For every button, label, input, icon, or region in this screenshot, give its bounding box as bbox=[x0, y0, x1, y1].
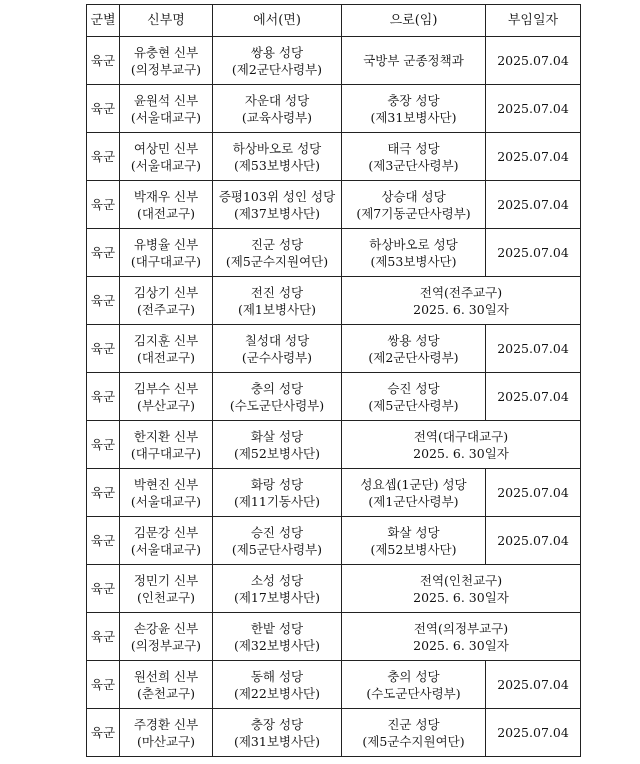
from-unit: (제31보병사단) bbox=[233, 733, 321, 749]
to-parish: 진군 성당 bbox=[387, 716, 440, 732]
priest-name: 정민기 신부 bbox=[133, 572, 199, 588]
to-cell bbox=[342, 661, 486, 709]
priest-cell bbox=[120, 373, 213, 421]
date-cell: 2025.07.04 bbox=[486, 373, 581, 421]
from-parish: 충의 성당 bbox=[250, 380, 304, 396]
discharge-date: 2025. 6. 30일자 bbox=[413, 589, 509, 605]
from-parish: 승진 성당 bbox=[250, 524, 304, 540]
priest-name: 주경환 신부 bbox=[133, 716, 199, 732]
priest-diocese: (서울대교구) bbox=[130, 493, 202, 509]
to-parish: 화살 성당 bbox=[387, 524, 440, 540]
branch-cell: 육군 bbox=[87, 613, 120, 661]
to-parish: 성요셉(1군단) 성당 bbox=[360, 476, 467, 492]
table-row bbox=[87, 277, 581, 325]
to-parish: 충의 성당 bbox=[387, 668, 440, 684]
priest-cell bbox=[120, 709, 213, 757]
to-parish: 태극 성당 bbox=[387, 140, 440, 156]
priest-diocese: (전주교구) bbox=[136, 301, 196, 317]
to-parish: 쌍용 성당 bbox=[387, 332, 440, 348]
branch-cell: 육군 bbox=[87, 85, 120, 133]
from-parish: 화랑 성당 bbox=[250, 476, 304, 492]
priest-cell bbox=[120, 613, 213, 661]
priest-diocese: (서울대교구) bbox=[130, 541, 202, 557]
priest-name: 김지훈 신부 bbox=[133, 332, 199, 348]
table-row bbox=[87, 325, 581, 373]
table-row bbox=[87, 373, 581, 421]
from-unit: (군수사령부) bbox=[241, 349, 313, 365]
date-cell: 2025.07.04 bbox=[486, 133, 581, 181]
branch-cell: 육군 bbox=[87, 373, 120, 421]
priest-cell bbox=[120, 469, 213, 517]
discharge-label: 전역(전주교구) bbox=[419, 284, 503, 300]
from-cell bbox=[213, 229, 342, 277]
header-branch: 군별 bbox=[87, 5, 120, 37]
priest-cell bbox=[120, 85, 213, 133]
to-cell bbox=[342, 709, 486, 757]
from-cell bbox=[213, 277, 342, 325]
table-header bbox=[87, 5, 581, 37]
to-unit: (제7기동군단사령부) bbox=[356, 205, 471, 221]
from-unit: (제11기동사단) bbox=[233, 493, 321, 509]
header-to: 으로(임) bbox=[342, 5, 486, 37]
priest-diocese: (춘천교구) bbox=[136, 685, 196, 701]
table-row bbox=[87, 133, 581, 181]
to-cell bbox=[342, 37, 486, 85]
table-row bbox=[87, 709, 581, 757]
priest-diocese: (서울대교구) bbox=[130, 109, 202, 125]
date-cell: 2025.07.04 bbox=[486, 709, 581, 757]
priest-name: 박현진 신부 bbox=[133, 476, 199, 492]
to-unit: (제2군단사령부) bbox=[368, 349, 459, 365]
branch-cell: 육군 bbox=[87, 421, 120, 469]
discharge-label: 전역(의정부교구) bbox=[413, 620, 509, 636]
table-row bbox=[87, 181, 581, 229]
from-unit: (제2군단사령부) bbox=[231, 61, 323, 77]
header-priest: 신부명 bbox=[120, 5, 213, 37]
to-unit: (제3군단사령부) bbox=[368, 157, 459, 173]
to-cell bbox=[342, 229, 486, 277]
to-parish: 승진 성당 bbox=[387, 380, 440, 396]
date-cell: 2025.07.04 bbox=[486, 37, 581, 85]
priest-name: 원선희 신부 bbox=[133, 668, 199, 684]
discharge-date: 2025. 6. 30일자 bbox=[413, 637, 509, 653]
branch-cell: 육군 bbox=[87, 709, 120, 757]
from-parish: 쌍용 성당 bbox=[250, 44, 304, 60]
from-cell bbox=[213, 37, 342, 85]
discharge-date: 2025. 6. 30일자 bbox=[413, 445, 509, 461]
date-cell: 2025.07.04 bbox=[486, 181, 581, 229]
date-cell: 2025.07.04 bbox=[486, 325, 581, 373]
priest-name: 김상기 신부 bbox=[133, 284, 199, 300]
from-cell bbox=[213, 661, 342, 709]
from-parish: 칠성대 성당 bbox=[244, 332, 310, 348]
priest-diocese: (의정부교구) bbox=[130, 637, 202, 653]
from-unit: (제1보병사단) bbox=[237, 301, 317, 317]
date-cell: 2025.07.04 bbox=[486, 85, 581, 133]
from-parish: 화살 성당 bbox=[250, 428, 304, 444]
from-cell bbox=[213, 181, 342, 229]
from-unit: (제5군단사령부) bbox=[231, 541, 323, 557]
to-cell bbox=[342, 133, 486, 181]
priest-cell bbox=[120, 181, 213, 229]
from-unit: (제53보병사단) bbox=[233, 157, 321, 173]
to-unit: (수도군단사령부) bbox=[366, 685, 461, 701]
from-parish: 한밭 성당 bbox=[250, 620, 304, 636]
priest-name: 김부수 신부 bbox=[133, 380, 199, 396]
table-row bbox=[87, 517, 581, 565]
from-cell bbox=[213, 517, 342, 565]
table-row bbox=[87, 229, 581, 277]
priest-diocese: (대구대교구) bbox=[130, 253, 202, 269]
to-parish: 상승대 성당 bbox=[381, 188, 446, 204]
priest-diocese: (대구대교구) bbox=[130, 445, 202, 461]
from-unit: (교육사령부) bbox=[241, 109, 313, 125]
discharge-label: 전역(대구대교구) bbox=[413, 428, 509, 444]
discharge-cell bbox=[342, 565, 581, 613]
date-cell: 2025.07.04 bbox=[486, 469, 581, 517]
priest-cell bbox=[120, 325, 213, 373]
branch-cell: 육군 bbox=[87, 181, 120, 229]
priest-diocese: (의정부교구) bbox=[130, 61, 202, 77]
to-cell bbox=[342, 469, 486, 517]
date-cell: 2025.07.04 bbox=[486, 661, 581, 709]
discharge-cell bbox=[342, 421, 581, 469]
to-cell bbox=[342, 373, 486, 421]
branch-cell: 육군 bbox=[87, 469, 120, 517]
from-parish: 자운대 성당 bbox=[244, 92, 310, 108]
from-unit: (제52보병사단) bbox=[233, 445, 321, 461]
date-cell: 2025.07.04 bbox=[486, 229, 581, 277]
to-unit: (제53보병사단) bbox=[370, 253, 457, 269]
from-parish: 충장 성당 bbox=[250, 716, 304, 732]
branch-cell: 육군 bbox=[87, 517, 120, 565]
priest-cell bbox=[120, 133, 213, 181]
from-cell bbox=[213, 565, 342, 613]
to-cell bbox=[342, 325, 486, 373]
from-unit: (제32보병사단) bbox=[233, 637, 321, 653]
priest-cell bbox=[120, 565, 213, 613]
from-unit: (제5군수지원여단) bbox=[225, 253, 329, 269]
to-cell bbox=[342, 181, 486, 229]
priest-cell bbox=[120, 229, 213, 277]
priest-diocese: (인천교구) bbox=[136, 589, 196, 605]
discharge-cell bbox=[342, 277, 581, 325]
priest-diocese: (서울대교구) bbox=[130, 157, 202, 173]
from-unit: (제22보병사단) bbox=[233, 685, 321, 701]
branch-cell: 육군 bbox=[87, 37, 120, 85]
header-row bbox=[87, 5, 581, 37]
priest-diocese: (부산교구) bbox=[136, 397, 196, 413]
table-row bbox=[87, 565, 581, 613]
to-parish: 하상바오로 성당 bbox=[369, 236, 458, 252]
table-row bbox=[87, 469, 581, 517]
table-body bbox=[87, 37, 581, 757]
priest-diocese: (마산교구) bbox=[136, 733, 196, 749]
to-unit: (제1군단사령부) bbox=[368, 493, 459, 509]
branch-cell: 육군 bbox=[87, 661, 120, 709]
priest-cell bbox=[120, 277, 213, 325]
branch-cell: 육군 bbox=[87, 325, 120, 373]
from-parish: 동해 성당 bbox=[250, 668, 304, 684]
header-from: 에서(면) bbox=[213, 5, 342, 37]
from-parish: 소성 성당 bbox=[250, 572, 304, 588]
date-cell: 2025.07.04 bbox=[486, 517, 581, 565]
priest-name: 여상민 신부 bbox=[133, 140, 199, 156]
to-cell bbox=[342, 517, 486, 565]
from-unit: (제37보병사단) bbox=[233, 205, 321, 221]
priest-name: 유병율 신부 bbox=[133, 236, 199, 252]
priest-cell bbox=[120, 37, 213, 85]
to-unit: (제5군단사령부) bbox=[368, 397, 459, 413]
branch-cell: 육군 bbox=[87, 133, 120, 181]
from-parish: 전진 성당 bbox=[250, 284, 304, 300]
to-unit: (제5군수지원여단) bbox=[362, 733, 465, 749]
from-cell bbox=[213, 133, 342, 181]
priest-cell bbox=[120, 421, 213, 469]
discharge-label: 전역(인천교구) bbox=[419, 572, 503, 588]
from-cell bbox=[213, 85, 342, 133]
to-cell bbox=[342, 85, 486, 133]
from-cell bbox=[213, 709, 342, 757]
discharge-cell bbox=[342, 613, 581, 661]
from-cell bbox=[213, 469, 342, 517]
priest-name: 손강윤 신부 bbox=[133, 620, 199, 636]
priest-name: 박재우 신부 bbox=[133, 188, 199, 204]
from-parish: 진군 성당 bbox=[250, 236, 304, 252]
to-unit: (제31보병사단) bbox=[370, 109, 457, 125]
table-row bbox=[87, 85, 581, 133]
to-parish: 국방부 군종정책과 bbox=[363, 53, 464, 68]
table-row bbox=[87, 613, 581, 661]
priest-name: 유충현 신부 bbox=[133, 44, 199, 60]
to-unit: (제52보병사단) bbox=[370, 541, 457, 557]
priest-name: 김문강 신부 bbox=[133, 524, 199, 540]
table-row bbox=[87, 421, 581, 469]
priest-cell bbox=[120, 517, 213, 565]
branch-cell: 육군 bbox=[87, 277, 120, 325]
header-date: 부임일자 bbox=[486, 5, 581, 37]
branch-cell: 육군 bbox=[87, 565, 120, 613]
from-parish: 증평103위 성인 성당 bbox=[218, 188, 336, 204]
from-unit: (제17보병사단) bbox=[233, 589, 321, 605]
to-parish: 충장 성당 bbox=[387, 92, 440, 108]
from-cell bbox=[213, 373, 342, 421]
from-parish: 하상바오로 성당 bbox=[232, 140, 322, 156]
priest-diocese: (대전교구) bbox=[136, 349, 196, 365]
from-unit: (수도군단사령부) bbox=[229, 397, 325, 413]
branch-cell: 육군 bbox=[87, 229, 120, 277]
appointment-table bbox=[86, 4, 581, 757]
priest-name: 한지환 신부 bbox=[133, 428, 199, 444]
table-row bbox=[87, 37, 581, 85]
priest-cell bbox=[120, 661, 213, 709]
table-row bbox=[87, 661, 581, 709]
priest-diocese: (대전교구) bbox=[136, 205, 196, 221]
priest-name: 윤원석 신부 bbox=[133, 92, 199, 108]
from-cell bbox=[213, 613, 342, 661]
from-cell bbox=[213, 421, 342, 469]
from-cell bbox=[213, 325, 342, 373]
discharge-date: 2025. 6. 30일자 bbox=[413, 301, 509, 317]
